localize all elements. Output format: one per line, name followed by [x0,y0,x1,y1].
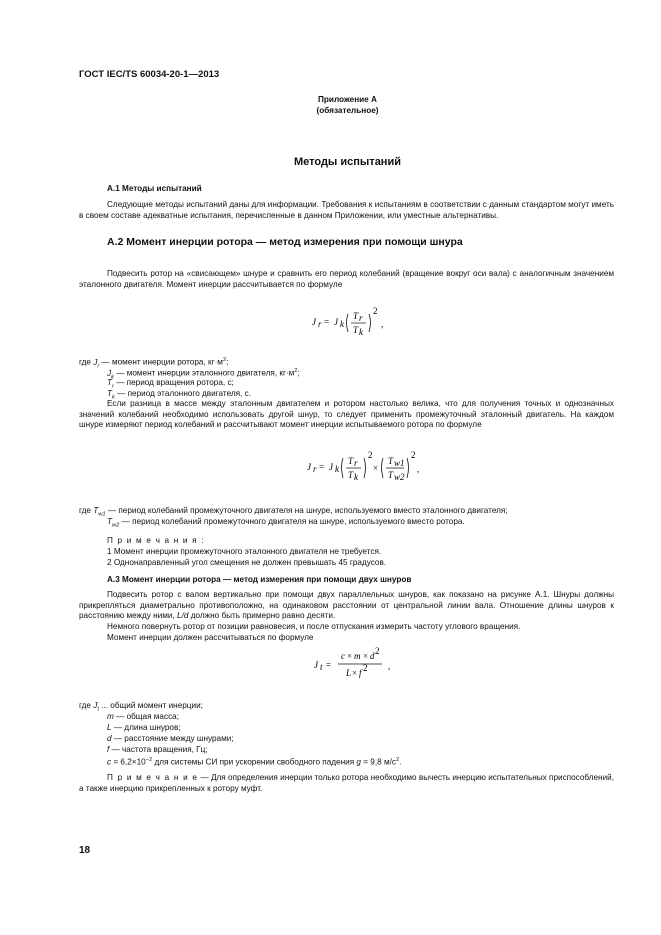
svg-text:2: 2 [373,306,378,316]
svg-text:J: J [329,462,333,472]
a2-def-6: $T_{w2}$ — период колебаний промежуточного двигателя на шнуре, используемого вместо ротора. [107,517,465,529]
a3-def-1: где $J_t$ ... общий момент инерции; [79,701,203,713]
a2-note-1: 1 Момент инерции промежуточного эталонного двигателя не требуется. [107,547,382,556]
a3-def-5: f — частота вращения, Гц; [107,745,208,754]
svg-text:=: = [326,660,332,670]
a2-def-5: где $T_{w1}$ — период колебаний промежуточного двигателя на шнуре, используемого вместо эталонного двигателя; [79,506,508,518]
svg-text:2: 2 [411,450,416,460]
svg-text:2: 2 [363,663,368,673]
a3-note: П р и м е ч а н и е — Для определения инерции только ротора необходимо вычесть инерцию испытательных приспособлений, а также инерцию прикрепленных к ротору муфт. [79,773,614,793]
svg-text:,: , [381,319,384,329]
svg-text:T: T [348,456,354,466]
svg-text:k: k [354,472,358,482]
svg-text:×: × [363,651,369,661]
a2-paragraph-2: Если разница в массе между эталонным двигателем и ротором настолько велика, что для получения точных и однозначных значений колебаний необходимо использовать другой шнур, то следует применить промежуточный эталонный двигатель. На каждом шнуре измеряют период колебаний и рассчитывают момент инерции испытываемого ротора по формуле [79,399,614,430]
a2-heading: А.2 Момент инерции ротора — метод измерения при помощи шнура [107,236,463,248]
svg-text:2: 2 [375,646,380,656]
svg-text:2: 2 [368,450,373,460]
svg-text:J: J [334,317,338,327]
svg-text:J: J [312,317,316,327]
svg-text:T: T [388,470,394,480]
a2-note-2: 2 Однонаправленный угол смещения не должен превышать 45 градусов. [107,558,387,567]
svg-text:T: T [353,325,359,335]
a2-def-2: $J_k$ — момент инерции эталонного двигателя, $кг\cdot м^2$; [107,368,300,381]
section-title: Методы испытаний [294,156,401,168]
a1-paragraph: Следующие методы испытаний даны для информации. Требования к испытаниям в соответствии с данным стандартом могут иметь в своем составе адекватные испытания, перечисленные в данном Приложении, или уместные альтернативы. [79,200,614,220]
appendix-title: Приложение А [318,95,377,104]
svg-text:×: × [352,668,358,678]
svg-text:w1: w1 [394,458,405,468]
formula-3 [312,646,412,682]
svg-text:L: L [346,668,352,678]
svg-text:t: t [320,662,323,672]
svg-text:m: m [354,651,361,661]
a3-def-2: m — общая масса; [107,712,180,721]
a3-paragraph-3: Момент инерции должен рассчитываться по формуле [107,633,314,642]
svg-text:r: r [354,458,358,468]
svg-text:r: r [318,319,322,329]
svg-text:r: r [313,464,317,474]
svg-text:,: , [388,661,391,671]
svg-text:d: d [370,651,375,661]
a1-heading: А.1 Методы испытаний [107,184,202,193]
document-header: ГОСТ IEC/TS 60034-20-1—2013 [79,69,220,80]
svg-text:k: k [340,319,344,329]
a2-paragraph-1: Подвесить ротор на «свисающем» шнуре и сравнить его период колебаний (вращение вокруг оси вала) с аналогичным значением эталонного двигателя. Момент инерции рассчитывается по формуле [79,269,614,289]
svg-text:×: × [347,651,353,661]
formula-2 [305,447,425,489]
svg-text:=: = [319,462,325,472]
svg-text:k: k [335,464,339,474]
svg-text:J: J [307,462,311,472]
appendix-status: (обязательное) [316,106,379,115]
svg-text:c: c [341,651,345,661]
a3-def-4: d — расстояние между шнурами; [107,734,234,743]
a3-heading: А.3 Момент инерции ротора — метод измерения при помощи двух шнуров [107,575,412,584]
svg-text:×: × [373,463,379,473]
page-number: 18 [79,845,91,856]
a2-notes-title: П р и м е ч а н и я : [107,536,205,545]
a2-def-1: где $J_r$ — момент инерции ротора, $кг\cdot м^2$; [79,357,229,370]
a3-paragraph-2: Немного повернуть ротор от позиции равновесия, и после отпускания измерить частоту углового вращения. [107,622,521,631]
svg-text:k: k [359,327,363,337]
svg-text:,: , [417,464,420,474]
svg-text:f: f [359,668,362,678]
a3-def-3: L — длина шнуров; [107,723,181,732]
svg-text:J: J [314,660,318,670]
a3-def-6: $c = 6,2\times 10^{-2}$ для системы СИ при ускорении свободного падения g = 9,8 $м/с^2$. [107,757,402,767]
a2-def-4: $T_k$ — период эталонного двигателя, с. [107,389,251,401]
svg-text:=: = [324,317,330,327]
a2-def-3: $T_r$ — период вращения ротора, с; [107,378,234,390]
a3-paragraph-1: Подвесить ротор с валом вертикально при помощи двух параллельных шнуров, как показано на рисунке А.1. Шнуры должны прикрепляться диаметрально противоположно, на одинаковом расстоянии от центральной линии вала. Отношение длины шнуров к расстоянию между ними, L/d должно быть примерно равно десяти. [79,590,614,621]
svg-text:r: r [359,313,363,323]
svg-text:T: T [353,311,359,321]
svg-text:w2: w2 [394,472,405,482]
svg-text:T: T [348,470,354,480]
svg-text:T: T [388,456,394,466]
formula-1 [310,302,390,342]
